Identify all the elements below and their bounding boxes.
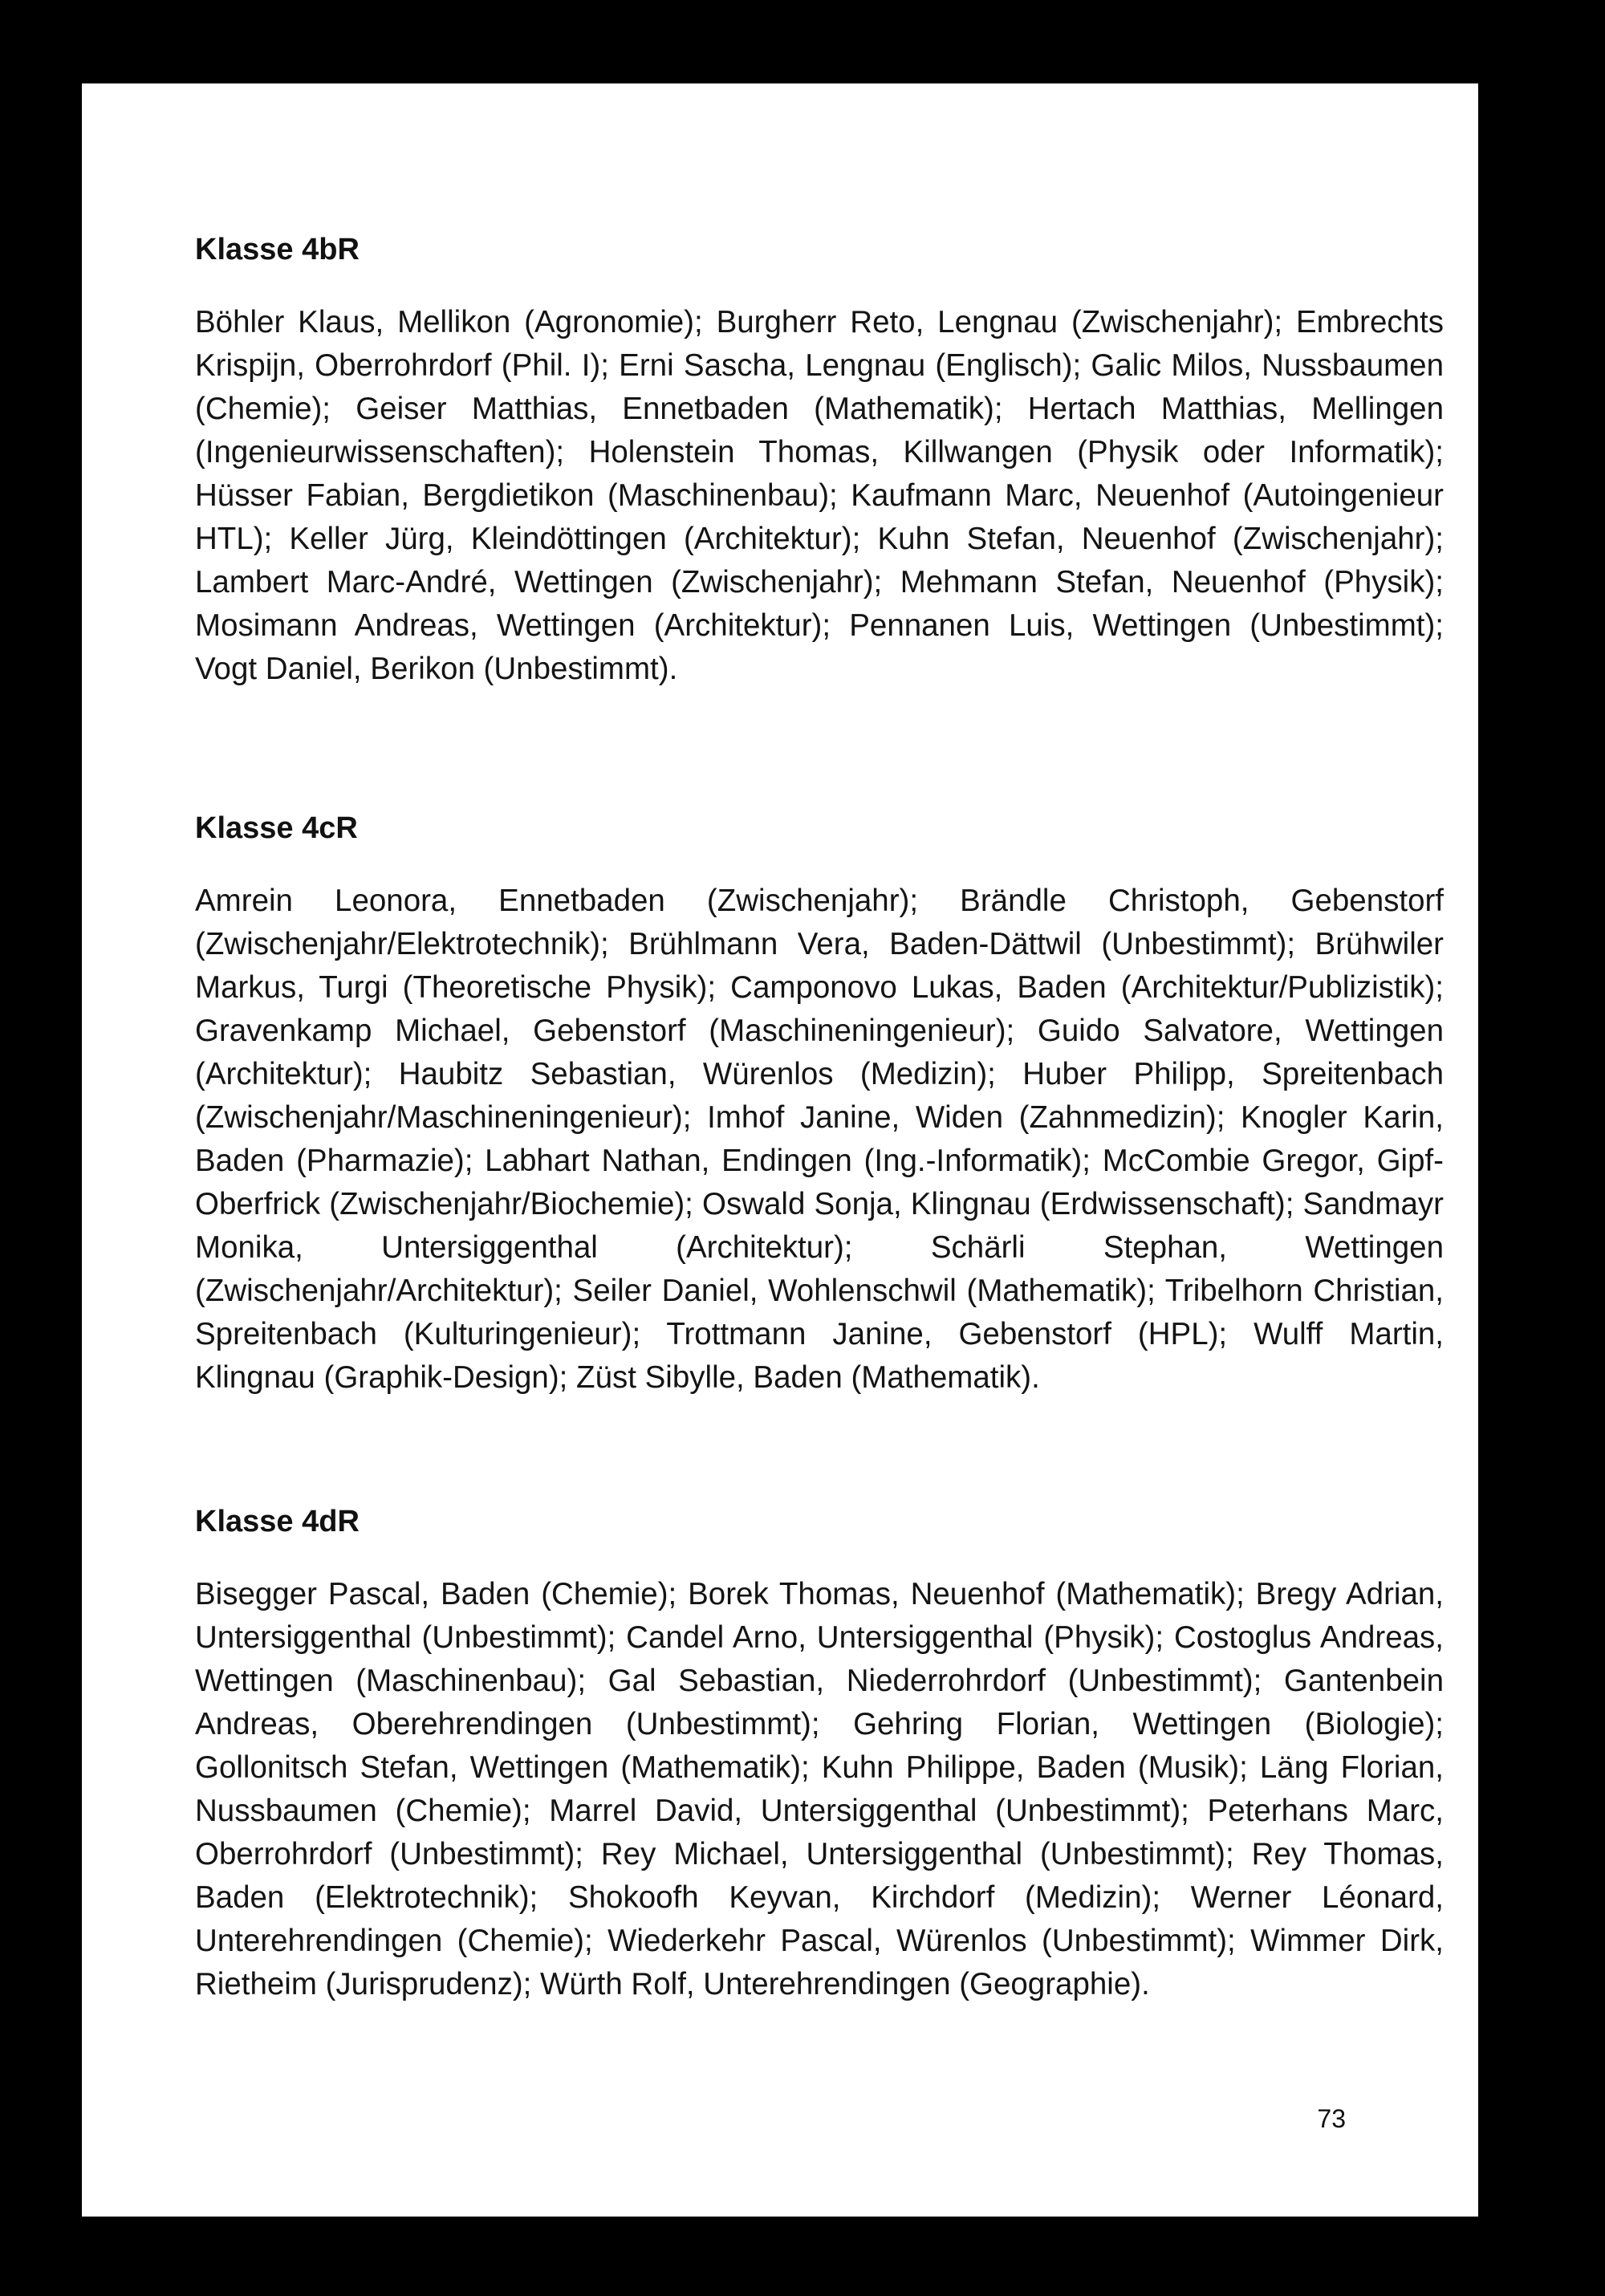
student-list: Bisegger Pascal, Baden (Chemie); Borek Thomas, Neuenhof (Mathematik); Bregy Adrian, Untersiggenthal (Unbestimmt); Candel Arno, Untersiggenthal (Physik); Costoglus Andreas, Wettingen (Maschinenbau); Gal Sebastian, Niederrohrdorf (Unbestimmt); Gantenbein Andreas, Oberehrendingen (Unbestimmt); Gehring Florian, Wettingen (Biologie); Gollonitsch Stefan, Wettingen (Mathematik); Kuhn Philippe, Baden (Musik); Läng Florian, Nussbaumen (Chemie); Marrel David, Untersiggenthal (Unbestimmt); Peterhans Marc, Oberrohrdorf (Unbestimmt); Rey Michael, Untersiggenthal (Unbestimmt); Rey Thomas, Baden (Elektrotechnik); Shokoofh Keyvan, Kirchdorf (Medizin); Werner Léonard, Unterehrendingen (Chemie); Wiederkehr Pascal, Würenlos (Unbestimmt); Wimmer Dirk, Rietheim (Jurisprudenz); Würth Rolf, Unterehrendingen (Geographie). [195,1577,1444,2001]
section-heading: Klasse 4bR [195,233,360,266]
section-klasse-4dr [195,1504,1444,2006]
section-heading: Klasse 4cR [195,811,358,845]
student-list: Amrein Leonora, Ennetbaden (Zwischenjahr); Brändle Christoph, Gebenstorf (Zwischenjahr/Elektrotechnik); Brühlmann Vera, Baden-Dättwil (Unbestimmt); Brühwiler Markus, Turgi (Theoretische Physik); Camponovo Lukas, Baden (Architektur/Publizistik); Gravenkamp Michael, Gebenstorf (Maschineningenieur); Guido Salvatore, Wettingen (Architektur); Haubitz Sebastian, Würenlos (Medizin); Huber Philipp, Spreitenbach (Zwischenjahr/Maschineningenieur); Imhof Janine, Widen (Zahnmedizin); Knogler Karin, Baden (Pharmazie); Labhart Nathan, Endingen (Ing.-Informatik); McCombie Gregor, Gipf-Oberfrick (Zwischenjahr/Biochemie); Oswald Sonja, Klingnau (Erdwissenschaft); Sandmayr Monika, Untersiggenthal (Architektur); Schärli Stephan, Wettingen (Zwischenjahr/Architektur); Seiler Daniel, Wohlenschwil (Mathematik); Tribelhorn Christian, Spreitenbach (Kulturingenieur); Trottmann Janine, Gebenstorf (HPL); Wulff Martin, Klingnau (Graphik-Design); Züst Sibylle, Baden (Mathematik). [195,884,1444,1395]
section-heading: Klasse 4dR [195,1505,360,1538]
page-number: 73 [1317,2104,1346,2133]
section-klasse-4br [195,232,1444,691]
student-list: Böhler Klaus, Mellikon (Agronomie); Burgherr Reto, Lengnau (Zwischenjahr); Embrechts Krispijn, Oberrohrdorf (Phil. I); Erni Sascha, Lengnau (Englisch); Galic Milos, Nussbaumen (Chemie); Geiser Matthias, Ennetbaden (Mathematik); Hertach Matthias, Mellingen (Ingenieurwissenschaften); Holenstein Thomas, Killwangen (Physik oder Informatik); Hüsser Fabian, Bergdietikon (Maschinenbau); Kaufmann Marc, Neuenhof (Autoingenieur HTL); Keller Jürg, Kleindöttingen (Architektur); Kuhn Stefan, Neuenhof (Zwischenjahr); Lambert Marc-André, Wettingen (Zwischenjahr); Mehmann Stefan, Neuenhof (Physik); Mosimann Andreas, Wettingen (Architektur); Pennanen Luis, Wettingen (Unbestimmt); Vogt Daniel, Berikon (Unbestimmt). [195,305,1444,686]
document-page [82,83,1478,2217]
section-klasse-4cr [195,811,1444,1400]
